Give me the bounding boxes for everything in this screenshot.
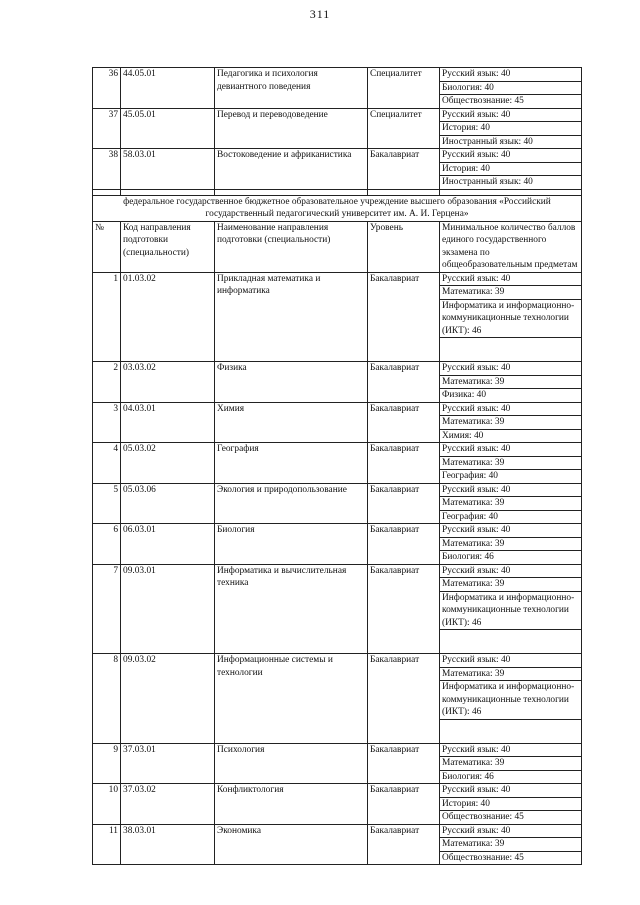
row-name: Конфликтология	[215, 784, 368, 825]
table-row	[93, 108, 582, 122]
row-code: 58.03.01	[121, 149, 215, 190]
row-number: 11	[93, 824, 121, 865]
table-row	[93, 68, 582, 82]
subject-score: Биология: 46	[440, 551, 582, 565]
subject-score: Обществознание: 45	[440, 811, 582, 825]
row-name: Информатика и вычислительная техника	[215, 564, 368, 654]
row-code: 37.03.02	[121, 784, 215, 825]
row-level: Бакалавриат	[368, 149, 440, 190]
row-code: 44.05.01	[121, 68, 215, 109]
row-level: Бакалавриат	[368, 824, 440, 865]
row-number: 36	[93, 68, 121, 109]
subject-score: Русский язык: 40	[440, 743, 582, 757]
row-code: 09.03.01	[121, 564, 215, 654]
subject-score: Математика: 39	[440, 497, 582, 511]
row-level: Бакалавриат	[368, 483, 440, 524]
row-code: 03.03.02	[121, 362, 215, 403]
row-number: 9	[93, 743, 121, 784]
subject-score: Русский язык: 40	[440, 784, 582, 798]
table-row	[93, 149, 582, 163]
header-num: №	[93, 221, 121, 272]
subject-score: Обществознание: 45	[440, 851, 582, 865]
subject-score: Математика: 39	[440, 757, 582, 771]
row-number: 1	[93, 272, 121, 362]
header-min-score: Минимальное количество баллов единого государственного экзамена по общеобразовательным предметам	[440, 221, 582, 272]
table-row	[93, 654, 582, 668]
subject-score: Русский язык: 40	[440, 564, 582, 578]
subject-score: География: 40	[440, 470, 582, 484]
row-code: 06.03.01	[121, 524, 215, 565]
subject-score: Информатика и информационно-коммуникационные технологии (ИКТ): 46	[440, 591, 582, 630]
gap-cell	[440, 630, 582, 654]
row-code: 01.03.02	[121, 272, 215, 362]
row-number: 38	[93, 149, 121, 190]
subject-score: История: 40	[440, 122, 582, 136]
subject-score: Русский язык: 40	[440, 362, 582, 376]
row-level: Бакалавриат	[368, 402, 440, 443]
org-name: федеральное государственное бюджетное образовательное учреждение высшего образования «Российский государственный педагогический университет им. А. И. Герцена»	[93, 195, 582, 221]
subject-score: Математика: 39	[440, 375, 582, 389]
spacer-section	[93, 189, 582, 272]
row-level: Бакалавриат	[368, 564, 440, 654]
table-row	[93, 824, 582, 838]
org-row	[93, 195, 582, 221]
header-name: Наименование направления подготовки (специальности)	[215, 221, 368, 272]
page-number: 311	[309, 7, 331, 21]
row-level: Бакалавриат	[368, 654, 440, 744]
subject-score: Физика: 40	[440, 389, 582, 403]
table-row	[93, 402, 582, 416]
subject-score: Русский язык: 40	[440, 443, 582, 457]
subject-score: Математика: 39	[440, 838, 582, 852]
gap-cell	[440, 338, 582, 362]
row-code: 38.03.01	[121, 824, 215, 865]
row-code: 09.03.02	[121, 654, 215, 744]
subject-score: Биология: 40	[440, 81, 582, 95]
subject-score: Информатика и информационно-коммуникационные технологии (ИКТ): 46	[440, 681, 582, 720]
row-number: 3	[93, 402, 121, 443]
subject-score: Русский язык: 40	[440, 824, 582, 838]
header-row	[93, 221, 582, 272]
row-number: 7	[93, 564, 121, 654]
row-number: 2	[93, 362, 121, 403]
row-code: 05.03.06	[121, 483, 215, 524]
subject-score: Русский язык: 40	[440, 654, 582, 668]
row-code: 04.03.01	[121, 402, 215, 443]
row-code: 05.03.02	[121, 443, 215, 484]
subject-score: Русский язык: 40	[440, 402, 582, 416]
admission-table	[92, 67, 582, 865]
subject-score: Математика: 39	[440, 578, 582, 592]
subject-score: Информатика и информационно-коммуникационные технологии (ИКТ): 46	[440, 299, 582, 338]
subject-score: Обществознание: 45	[440, 95, 582, 109]
subject-score: Математика: 39	[440, 416, 582, 430]
row-number: 8	[93, 654, 121, 744]
row-name: Информационные системы и технологии	[215, 654, 368, 744]
row-level: Бакалавриат	[368, 524, 440, 565]
row-name: Биология	[215, 524, 368, 565]
table-row	[93, 564, 582, 578]
subject-score: Русский язык: 40	[440, 272, 582, 286]
row-name: Физика	[215, 362, 368, 403]
row-name: География	[215, 443, 368, 484]
row-name: Экология и природопользование	[215, 483, 368, 524]
header-code: Код направления подготовки (специальности)	[121, 221, 215, 272]
row-name: Психология	[215, 743, 368, 784]
row-number: 37	[93, 108, 121, 149]
header-level: Уровень	[368, 221, 440, 272]
gap-cell	[440, 719, 582, 743]
main-rows	[93, 272, 582, 865]
row-name: Прикладная математика и информатика	[215, 272, 368, 362]
row-name: Педагогика и психология девиантного поведения	[215, 68, 368, 109]
subject-score: Русский язык: 40	[440, 108, 582, 122]
subject-score: Математика: 39	[440, 537, 582, 551]
row-code: 37.03.01	[121, 743, 215, 784]
row-level: Бакалавриат	[368, 443, 440, 484]
table-row	[93, 784, 582, 798]
subject-score: Иностранный язык: 40	[440, 135, 582, 149]
subject-score: История: 40	[440, 797, 582, 811]
table-row	[93, 443, 582, 457]
subject-score: Математика: 39	[440, 286, 582, 300]
row-name: Химия	[215, 402, 368, 443]
subject-score: Русский язык: 40	[440, 149, 582, 163]
row-level: Бакалавриат	[368, 743, 440, 784]
subject-score: Химия: 40	[440, 429, 582, 443]
subject-score: Русский язык: 40	[440, 524, 582, 538]
subject-score: Иностранный язык: 40	[440, 176, 582, 190]
table-row	[93, 483, 582, 497]
row-code: 45.05.01	[121, 108, 215, 149]
row-level: Бакалавриат	[368, 362, 440, 403]
row-name: Востоковедение и африканистика	[215, 149, 368, 190]
table-row	[93, 524, 582, 538]
row-level: Специалитет	[368, 68, 440, 109]
row-name: Экономика	[215, 824, 368, 865]
row-level: Бакалавриат	[368, 784, 440, 825]
subject-score: Биология: 46	[440, 770, 582, 784]
row-number: 5	[93, 483, 121, 524]
row-level: Бакалавриат	[368, 272, 440, 362]
subject-score: Математика: 39	[440, 667, 582, 681]
table-row	[93, 272, 582, 286]
table-row	[93, 362, 582, 376]
row-name: Перевод и переводоведение	[215, 108, 368, 149]
subject-score: Математика: 39	[440, 456, 582, 470]
subject-score: География: 40	[440, 510, 582, 524]
row-number: 6	[93, 524, 121, 565]
subject-score: История: 40	[440, 162, 582, 176]
table-row	[93, 743, 582, 757]
subject-score: Русский язык: 40	[440, 483, 582, 497]
row-level: Специалитет	[368, 108, 440, 149]
subject-score: Русский язык: 40	[440, 68, 582, 82]
row-number: 10	[93, 784, 121, 825]
row-number: 4	[93, 443, 121, 484]
top-rows	[93, 68, 582, 190]
